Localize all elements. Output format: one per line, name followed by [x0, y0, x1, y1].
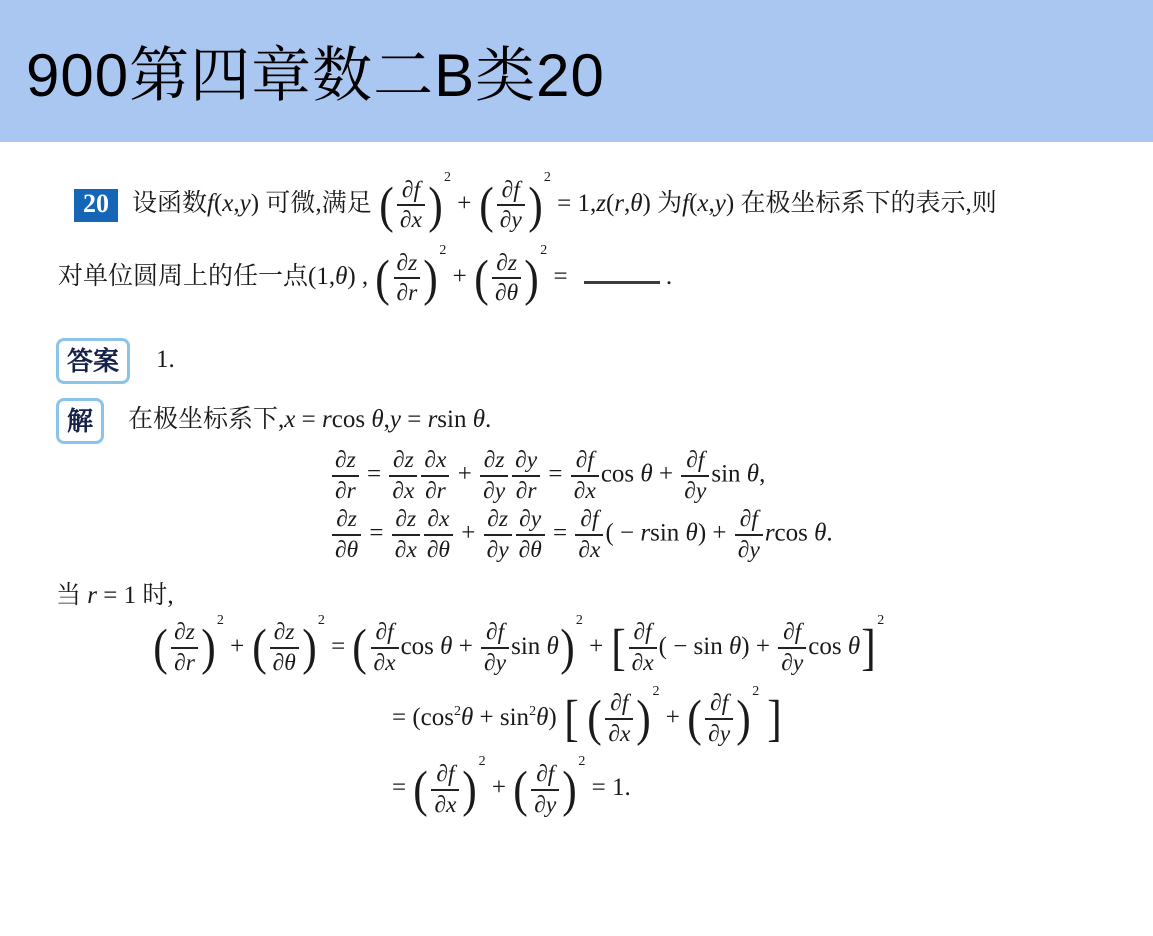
problem-statement-line-2: 对单位圆周上的任一点(1,θ) , ( $\frac{\partial z}{\partial r}$ )$^2$ + ( $\frac{\partial z}{\partial\theta}$ )$^2$ = . — [58, 242, 673, 307]
answer-label-badge: 答案 — [56, 338, 130, 384]
problem-statement-line-1 — [74, 170, 1123, 233]
solution-label-badge: 解 — [56, 398, 104, 444]
problem-line-1-math: 设函数f(x,y) 可微,满足 ( $\frac{\partial f}{\partial x}$ )$^2$ + ( $\frac{\partial f}{\partial y}$ )$^2$ = 1,z(r,θ) 为f(x,y) 在极坐标系下的表示,则 — [132, 170, 997, 234]
answer-row — [56, 338, 1123, 384]
equation-squares-factored: = $(\cos^2\theta + \sin^2\theta)$ [ ( $\frac{\partial f}{\partial x}$ )$^2$ + ( $\frac{\partial f}{\partial y}$ )$^2$ ] — [392, 683, 782, 748]
solution-row — [56, 398, 1123, 444]
page-title: 900第四章数二B类20 — [26, 42, 605, 109]
problem-number-badge: 20 — [74, 189, 118, 222]
page-header — [0, 0, 1153, 142]
solution-intro: 在极坐标系下,x = rcos θ,y = rsin θ. — [128, 405, 492, 433]
equation-dz-dtheta: $\frac{\partial z}{\partial\theta}$ = $\frac{\partial z}{\partial x}$ $\frac{\partial x}{\partial\theta}$ + $\frac{\partial z}{\partial y}$ $\frac{\partial y}{\partial\theta}$ = $\frac{\partial f}{\partial x}$ ( − rsin θ) + $\frac{\partial f}{\partial y}$ rcos θ. — [330, 507, 1123, 562]
answer-value: 1. — [156, 345, 175, 373]
when-r-equals-1: 当 r = 1 时, — [56, 581, 174, 609]
equation-dz-dr: $\frac{\partial z}{\partial r}$ = $\frac{\partial z}{\partial x}$ $\frac{\partial x}{\partial r}$ + $\frac{\partial z}{\partial y}$ $\frac{\partial y}{\partial r}$ = $\frac{\partial f}{\partial x}$ cos θ + $\frac{\partial f}{\partial y}$ sin θ, — [330, 448, 1123, 503]
equation-squares-expanded: ( $\frac{\partial z}{\partial r}$ )$^2$ + ( $\frac{\partial z}{\partial\theta}$ )$^2$ = ( $\frac{\partial f}{\partial x}$ cos θ + $\frac{\partial f}{\partial y}$ sin θ)$^2$ + [ $\frac{\partial f}{\partial x}$ ( − sin θ) + $\frac{\partial f}{\partial y}$ cos θ]$^2$ — [153, 612, 885, 677]
problem-page — [0, 142, 1153, 817]
equation-squares-result: = ( $\frac{\partial f}{\partial x}$ )$^2$ + ( $\frac{\partial f}{\partial y}$ )$^2$ = 1. — [392, 754, 631, 819]
